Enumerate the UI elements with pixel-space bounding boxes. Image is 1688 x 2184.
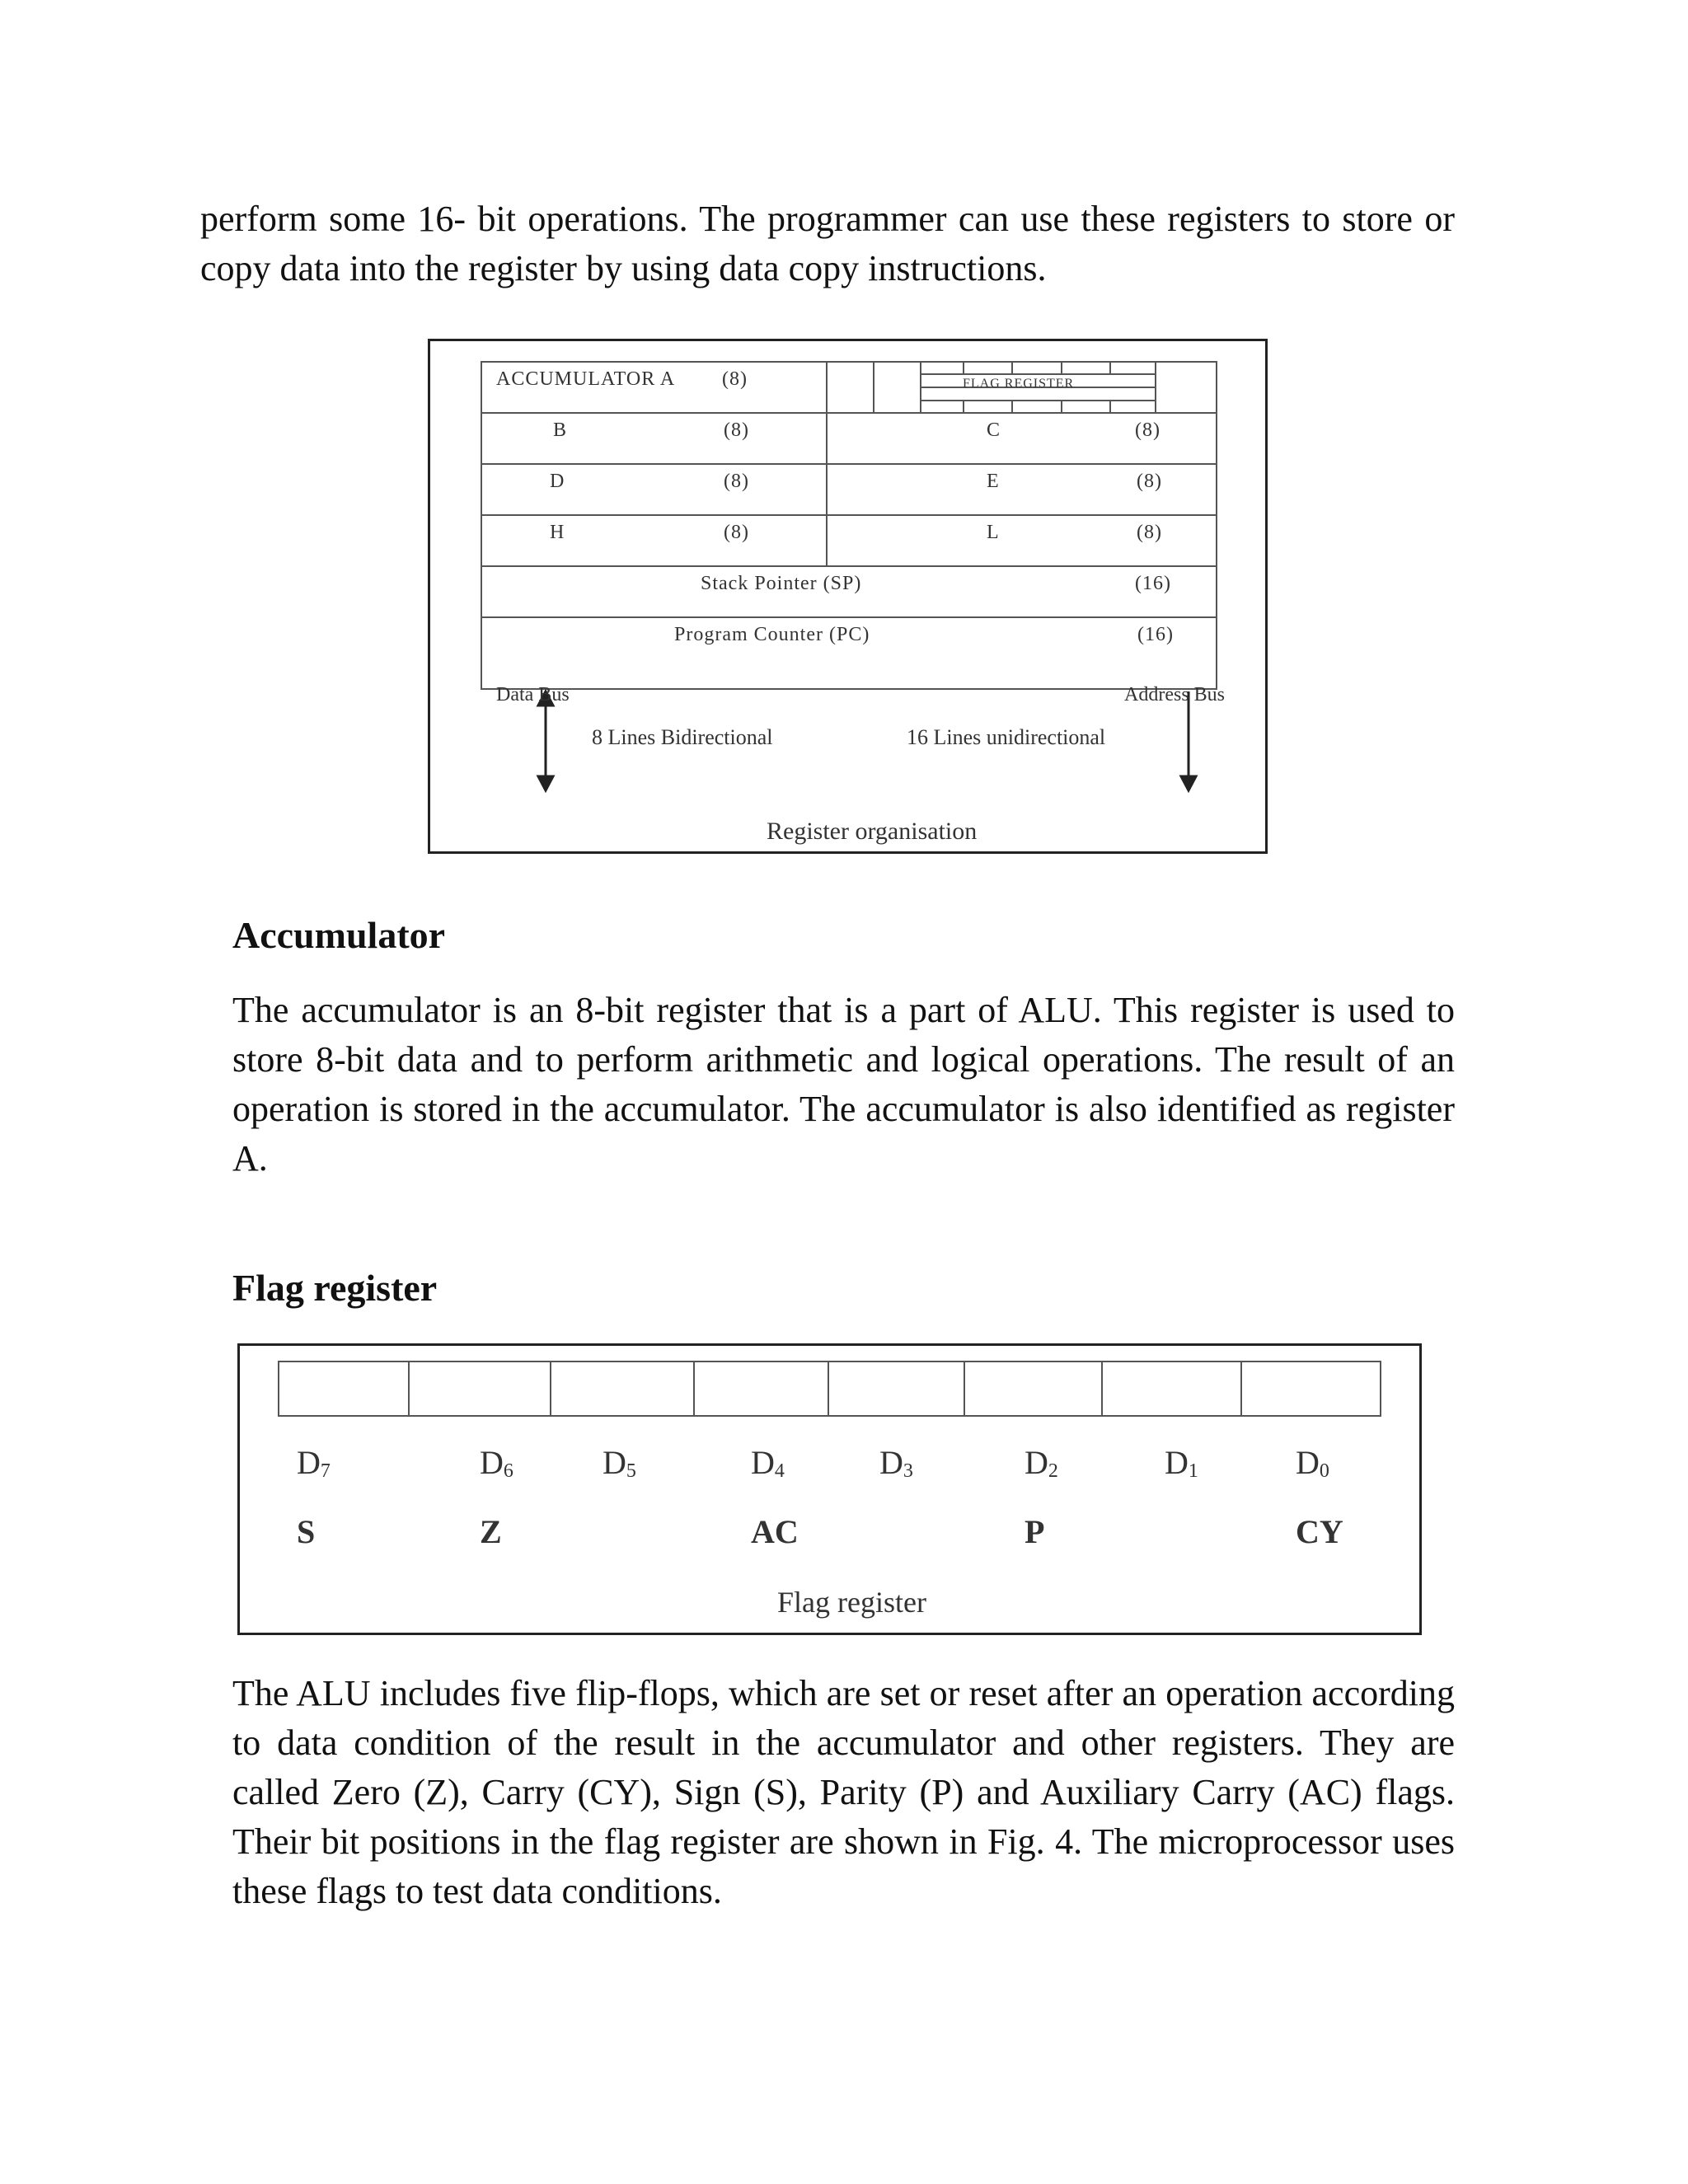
register-a-label: ACCUMULATOR A [496,368,676,390]
address-bus-label: Address Bus [1124,684,1226,705]
accumulator-paragraph: The accumulator is an 8-bit register that is a part of ALU. This register is used to store 8-bit data and to perform arithmetic and logical operations. The result of an operation is stored in the accumulator. The accumulator is also identified as register A. [232,990,1455,1179]
flag-register-figure [237,1343,1422,1635]
bit-d7: $D_7$ [297,1444,331,1482]
flag-cells-border [279,1361,1381,1416]
register-b-size: (8) [724,419,749,441]
register-h-label: H [550,522,565,543]
address-lines-label: 16 Lines unidirectional [907,725,1106,749]
stack-pointer-size: (16) [1135,573,1171,594]
bit-d2: $D_2$ [1025,1444,1058,1482]
alu-paragraph: The ALU includes five flip-flops, which are set or reset after an operation according to data condition of the result in the accumulator and other registers. They are called Zero (Z), Carry (CY), Sign (S), Parity (P) and Auxiliary Carry (AC) flags. Their bit positions in the flag register are shown in Fig. 4. The microprocessor uses these flags to test data conditions. [232,1673,1455,1911]
flag-cy: CY [1296,1513,1343,1550]
bit-d3: $D_3$ [879,1444,913,1482]
flag-register-caption: Flag register [777,1586,926,1619]
bit-d5: $D_5$ [603,1444,636,1482]
register-l-label: L [987,522,1000,543]
bit-d1: $D_1$ [1165,1444,1198,1482]
flag-s: S [297,1513,316,1550]
data-lines-label: 8 Lines Bidirectional [592,725,773,749]
register-d-size: (8) [724,471,749,492]
flag-register-mini-label: FLAG REGISTER [963,377,1075,391]
flag-z: Z [480,1513,502,1550]
flag-ac: AC [751,1513,799,1550]
accumulator-heading: Accumulator [232,914,446,956]
register-organisation-figure [428,339,1268,854]
program-counter-size: (16) [1137,624,1174,645]
register-l-size: (8) [1137,522,1162,543]
register-b-label: B [553,419,568,441]
register-h-size: (8) [724,522,749,543]
register-c-label: C [987,419,1001,441]
intro-paragraph: perform some 16- bit operations. The programmer can use these registers to store or copy data into the register by using data copy instructions. [200,199,1455,288]
program-counter-label: Program Counter (PC) [674,624,870,645]
register-a-size: (8) [722,368,748,390]
register-e-size: (8) [1137,471,1162,492]
register-e-label: E [987,471,1000,492]
bit-d4: $D_4$ [751,1444,785,1482]
register-d-label: D [550,471,565,492]
flag-register-heading: Flag register [232,1267,438,1309]
flag-p: P [1025,1513,1045,1550]
bit-d0: $D_0$ [1296,1444,1329,1482]
data-bus-label: Data Bus [496,684,570,705]
register-organisation-caption: Register organisation [767,818,978,845]
stack-pointer-label: Stack Pointer (SP) [701,573,862,594]
register-grid [430,341,1270,856]
register-c-size: (8) [1135,419,1160,441]
bit-d6: $D_6$ [480,1444,513,1482]
